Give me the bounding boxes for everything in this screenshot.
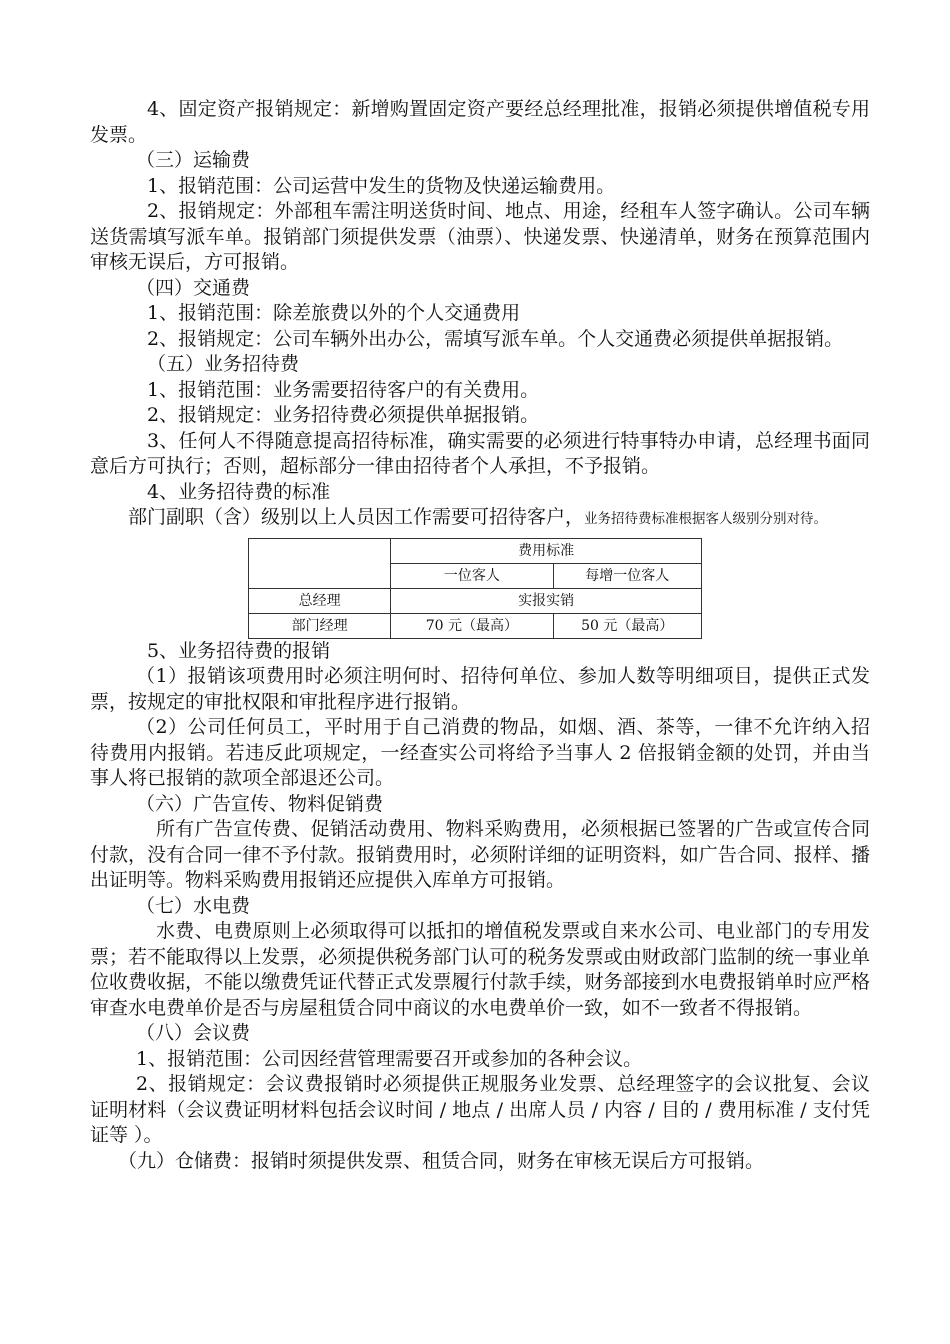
document-body [90,97,870,1174]
table-cell-one-guest-max: 70 元（最高） [391,613,553,638]
section-title-meeting: （八）会议费 [136,1022,251,1044]
table-row [249,613,702,638]
paragraph-meeting-scope: 1、报销范围：公司因经营管理需要召开或参加的各种会议。 [136,1047,643,1070]
paragraph-traffic-scope: 1、报销范围：除差旅费以外的个人交通费用 [147,302,521,324]
paragraph-entertainment-scope: 1、报销范围：业务需要招待客户的有关费用。 [147,378,540,401]
paragraph-entertainment-standard-title: 4、业务招待费的标准 [147,480,331,503]
section-title-entertainment: （五）业务招待费 [147,353,300,375]
paragraph-advertising-body: 所有广告宣传费、促销活动费用、物料采购费用，必须根据已签署的广告或宣传合同付款，没有合同一律不予付款。报销费用时，必须附详细的证明资料，如广告合同、报样、播出证明等。物料采购费用报销还应提供入库单方可报销。 [90,818,870,891]
paragraph-entertainment-standard-desc [90,505,870,533]
table-subheader-each-additional: 每增一位客人 [553,563,702,588]
standard-desc-small: 业务招待费标准根据客人级别分别对待。 [584,511,828,527]
table-corner-cell [249,538,391,588]
table-cell-additional-guest-max: 50 元（最高） [553,613,702,638]
table-row [249,538,702,563]
paragraph-entertainment-reimburse-1: （1）报销该项费用时必须注明何时、招待何单位、参加人数等明细项目，提供正式发票，按规定的审批权限和审批程序进行报销。 [90,665,870,713]
section-title-utilities: （七）水电费 [136,894,251,917]
paragraph-storage-fee: （九）仓储费：报销时须提供发票、租赁合同，财务在审核无误后方可报销。 [118,1149,765,1172]
table-subheader-one-guest: 一位客人 [391,563,553,588]
table-cell-general-manager: 总经理 [249,588,391,613]
paragraph-utilities-body: 水费、电费原则上必须取得可以抵扣的增值税发票或自来水公司、电业部门的专用发票；若不能取得以上发票，必须提供税务部门认可的税务发票或由财政部门监制的统一事业单位收费收据，不能以缴费凭证代替正式发票履行付款手续，财务部接到水电费报销单时应严格审查水电费单价是否与房屋租赁合同中商议的水电费单价一致，如不一致者不得报销。 [90,920,870,1019]
standard-desc-main: 部门副职（含）级别以上人员因工作需要可招待客户， [128,506,585,528]
paragraph-transport-scope: 1、报销范围：公司运营中发生的货物及快递运输费用。 [147,174,616,197]
table-header-fee-standard: 费用标准 [391,538,702,563]
paragraph-traffic-rule: 2、报销规定：公司车辆外出办公，需填写派车单。个人交通费必须提供单据报销。 [147,327,844,350]
table-row [249,588,702,613]
paragraph-meeting-rule: 2、报销规定：会议费报销时必须提供正规服务业发票、总经理签字的会议批复、会议证明材料（会议费证明材料包括会议时间 / 地点 / 出席人员 / 内容 / 目的 / 费用标准 / 支付凭证等 ）。 [90,1073,870,1146]
paragraph-entertainment-reimburse-2: （2）公司任何员工，平时用于自己消费的物品，如烟、酒、茶等，一律不允许纳入招待费用内报销。若违反此项规定，一经查实公司将给予当事人 2 倍报销金额的处罚，并由当事人将已报销的款项全部退还公司。 [90,716,870,789]
paragraph-entertainment-reimburse-title: 5、业务招待费的报销 [147,639,331,662]
paragraph-transport-rule: 2、报销规定：外部租车需注明送货时间、地点、用途，经租车人签字确认。公司车辆送货需填写派车单。报销部门须提供发票（油票）、快递发票、快递清单，财务在预算范围内审核无误后，方可报销。 [90,200,870,273]
section-title-traffic: （四）交通费 [136,276,251,299]
paragraph-entertainment-limit: 3、任何人不得随意提高招待标准，确实需要的必须进行特事特办申请，总经理书面同意后方可执行；否则，超标部分一律由招待者个人承担，不予报销。 [90,429,870,477]
table-cell-department-manager: 部门经理 [249,613,391,638]
section-title-advertising: （六）广告宣传、物料促销费 [136,792,384,815]
table-cell-reimburse-actual: 实报实销 [391,588,702,613]
section-title-transport: （三）运输费 [136,149,251,171]
entertainment-fee-table [248,538,702,639]
paragraph-entertainment-rule: 2、报销规定：业务招待费必须提供单据报销。 [147,404,540,426]
paragraph-fixed-asset-rule: 4、固定资产报销规定：新增购置固定资产要经总经理批准，报销必须提供增值税专用发票。 [90,98,870,146]
